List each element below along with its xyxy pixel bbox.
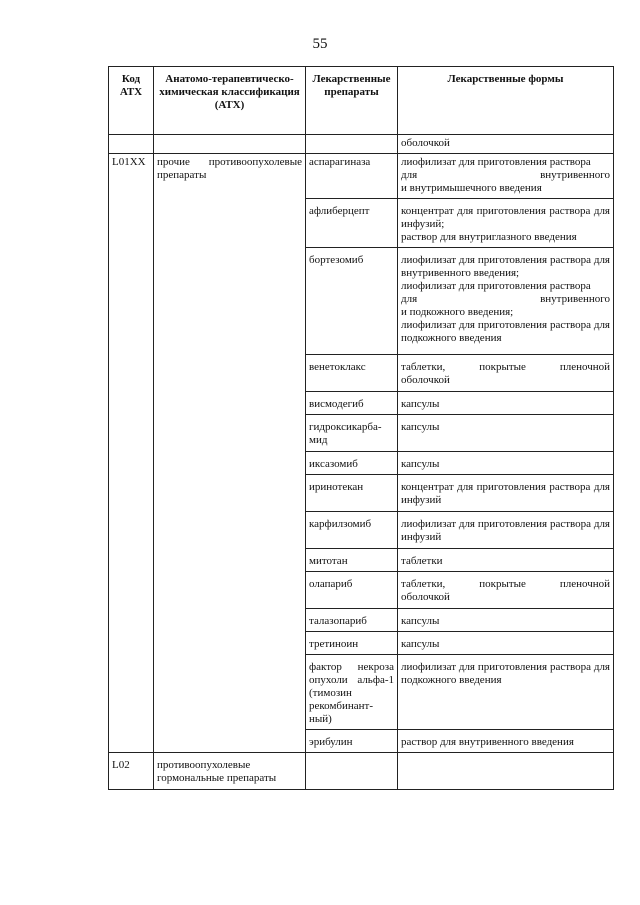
form-word: таблетки, bbox=[401, 578, 446, 590]
drug-cell: бортезомиб bbox=[306, 248, 398, 355]
form-line: оболочкой bbox=[401, 591, 450, 603]
classification-cell: прочие противоопухолевые препараты bbox=[154, 154, 306, 753]
header-forms: Лекарственные формы bbox=[398, 67, 614, 135]
drug-cell: венетоклакс bbox=[306, 355, 398, 392]
table-header-row bbox=[109, 67, 614, 135]
drug-cell bbox=[306, 135, 398, 154]
form-line: лиофилизат для приготовления раствора для подкожного введения bbox=[401, 319, 610, 344]
form-cell bbox=[398, 355, 614, 392]
form-word: пленочной bbox=[559, 578, 610, 590]
form-line: и подкожного введения; bbox=[401, 306, 514, 318]
form-word: внутривенного bbox=[540, 169, 610, 181]
table-row bbox=[109, 154, 614, 199]
atx-table bbox=[108, 66, 614, 790]
form-cell: раствор для внутривенного введения bbox=[398, 730, 614, 753]
classification-cell bbox=[154, 135, 306, 154]
drug-cell: аспарагиназа bbox=[306, 154, 398, 199]
form-word: для bbox=[401, 293, 418, 305]
form-word: для bbox=[401, 169, 418, 181]
form-cell bbox=[398, 248, 614, 355]
form-cell: капсулы bbox=[398, 415, 614, 452]
form-cell bbox=[398, 154, 614, 199]
form-cell: капсулы bbox=[398, 452, 614, 475]
form-word: внутривенного bbox=[540, 293, 610, 305]
form-line bbox=[401, 293, 610, 306]
drug-cell: висмодегиб bbox=[306, 392, 398, 415]
drug-cell: фактор некроза опухоли альфа-1 (тимозин рекомбинант-ный) bbox=[306, 655, 398, 730]
form-cell: таблетки bbox=[398, 549, 614, 572]
drug-cell: карфилзомиб bbox=[306, 512, 398, 549]
form-line bbox=[401, 361, 610, 374]
drug-cell: олапариб bbox=[306, 572, 398, 609]
drug-cell: иксазомиб bbox=[306, 452, 398, 475]
code-cell bbox=[109, 135, 154, 154]
form-cell: капсулы bbox=[398, 392, 614, 415]
drug-cell: эрибулин bbox=[306, 730, 398, 753]
drug-cell bbox=[306, 753, 398, 790]
drug-cell: афлиберцепт bbox=[306, 199, 398, 248]
drug-cell: третиноин bbox=[306, 632, 398, 655]
header-drugs: Лекарственные препараты bbox=[306, 67, 398, 135]
form-line: лиофилизат для приготовления раствора bbox=[401, 156, 591, 168]
drug-cell: гидроксикарба-мид bbox=[306, 415, 398, 452]
form-line: концентрат для приготовления раствора для инфузий; bbox=[401, 205, 610, 230]
form-cell bbox=[398, 199, 614, 248]
form-word: таблетки, bbox=[401, 361, 446, 373]
form-cell bbox=[398, 753, 614, 790]
code-cell: L02 bbox=[109, 753, 154, 790]
table-row bbox=[109, 753, 614, 790]
form-word: покрытые bbox=[479, 578, 526, 590]
form-line: лиофилизат для приготовления раствора bbox=[401, 280, 591, 292]
form-line bbox=[401, 169, 610, 182]
form-cell bbox=[398, 572, 614, 609]
drug-cell: митотан bbox=[306, 549, 398, 572]
form-cell: капсулы bbox=[398, 632, 614, 655]
classification-cell: противоопухолевые гормональные препараты bbox=[154, 753, 306, 790]
header-code: Код АТХ bbox=[109, 67, 154, 135]
form-cell: лиофилизат для приготовления раствора для инфузий bbox=[398, 512, 614, 549]
form-cell: концентрат для приготовления раствора для инфузий bbox=[398, 475, 614, 512]
form-cell: оболочкой bbox=[398, 135, 614, 154]
form-line: лиофилизат для приготовления раствора для внутривенного введения; bbox=[401, 254, 610, 279]
page-number: 55 bbox=[312, 36, 328, 52]
form-cell: капсулы bbox=[398, 609, 614, 632]
form-line bbox=[401, 578, 610, 591]
code-cell: L01XX bbox=[109, 154, 154, 753]
drug-cell: иринотекан bbox=[306, 475, 398, 512]
form-word: пленочной bbox=[559, 361, 610, 373]
form-line: оболочкой bbox=[401, 374, 450, 386]
header-classification: Анатомо-терапевтическо-химическая классификация (АТХ) bbox=[154, 67, 306, 135]
form-word: покрытые bbox=[479, 361, 526, 373]
form-line: раствор для внутриглазного введения bbox=[401, 231, 577, 243]
drug-cell: талазопариб bbox=[306, 609, 398, 632]
form-line: и внутримышечного введения bbox=[401, 182, 542, 194]
form-cell: лиофилизат для приготовления раствора для подкожного введения bbox=[398, 655, 614, 730]
table-row bbox=[109, 135, 614, 154]
